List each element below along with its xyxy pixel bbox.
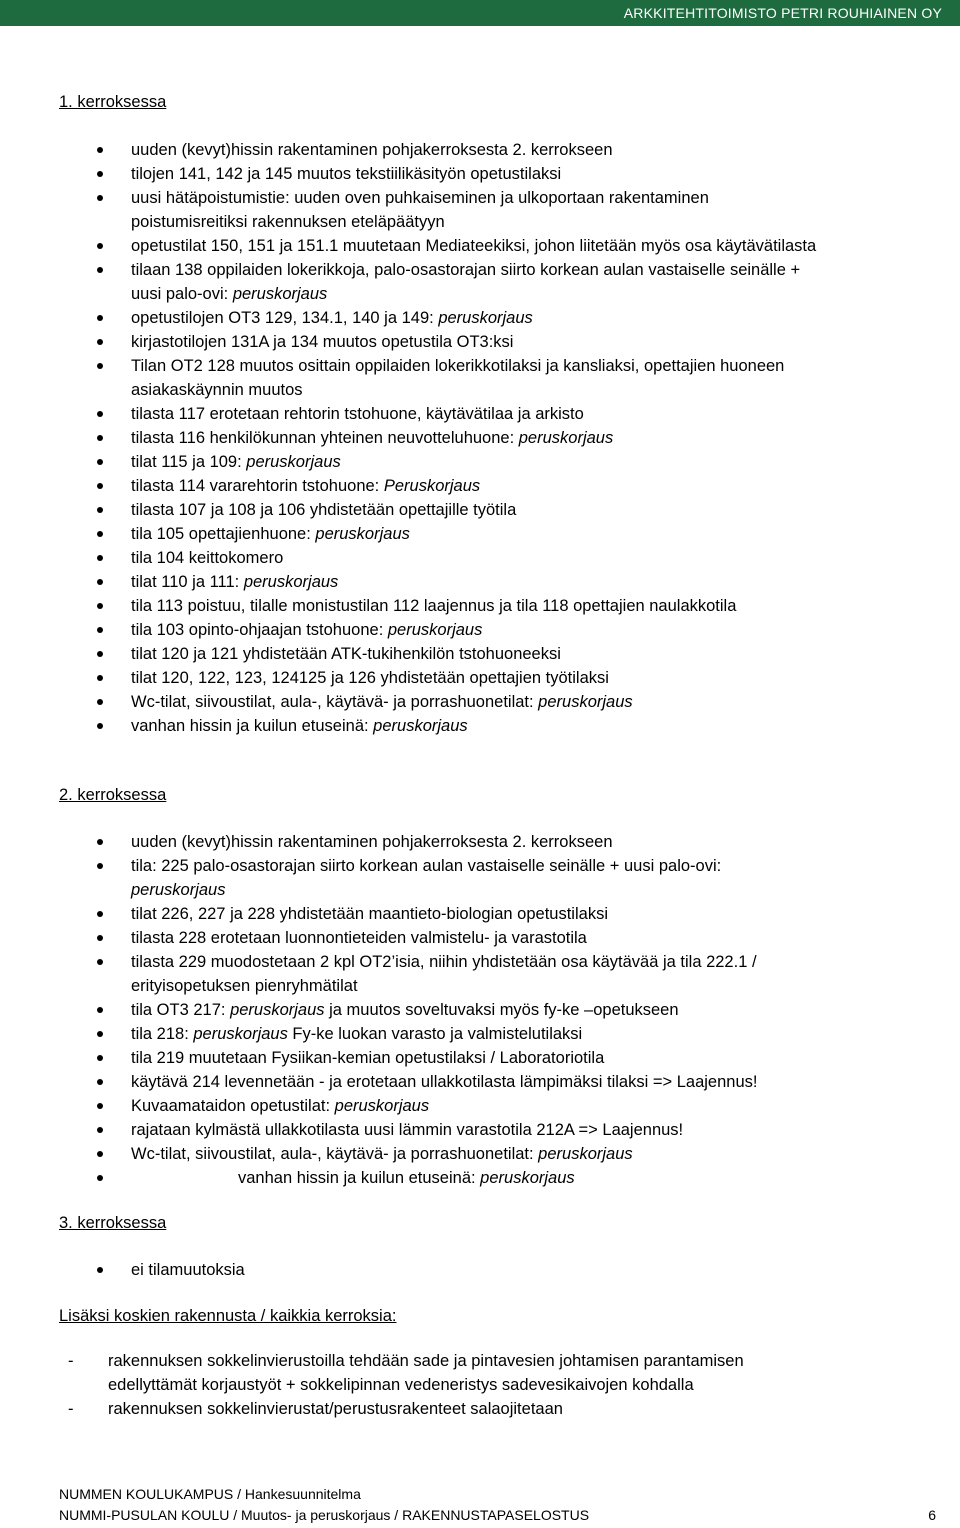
- bullet-icon: [97, 147, 103, 153]
- list-item: [0, 426, 960, 450]
- company-name: ARKKITEHTITOIMISTO PETRI ROUHIAINEN OY: [623, 5, 942, 21]
- italic-note: peruskorjaus: [373, 717, 468, 735]
- bullet-icon: [97, 1007, 103, 1013]
- list-item-text: ja muutos soveltuvaksi myös fy-ke –opetukseen: [324, 1001, 679, 1019]
- italic-note: peruskorjaus: [387, 621, 483, 639]
- list-item-line: [131, 1070, 940, 1094]
- bullet-icon: [97, 675, 103, 681]
- bullet-icon: [97, 699, 103, 705]
- section-heading-floor-3: 3. kerroksessa: [59, 1214, 167, 1232]
- list-item-line: [131, 594, 940, 618]
- list-item-line: [131, 714, 940, 738]
- list-item: [0, 854, 960, 902]
- section-heading-additional: Lisäksi koskien rakennusta / kaikkia kerroksia:: [59, 1307, 397, 1325]
- list-item-text: rajataan kylmästä ullakkotilasta uusi lämmin varastotila 212A => Laajennus!: [131, 1121, 684, 1139]
- list-item: [0, 306, 960, 330]
- list-item-line: [131, 306, 940, 330]
- list-item: [0, 186, 960, 234]
- list-item-text: opetustilojen OT3 129, 134.1, 140 ja 149:: [131, 309, 439, 327]
- list-item: [0, 666, 960, 690]
- italic-note: peruskorjaus: [480, 1169, 575, 1187]
- list-item-line: [131, 282, 940, 306]
- list-item-line: [131, 998, 940, 1022]
- bullet-icon: [97, 315, 103, 321]
- list-item-line: [131, 402, 940, 426]
- list-item-text: tilasta 228 erotetaan luonnontieteiden valmistelu- ja varastotila: [131, 929, 587, 947]
- list-item-text: tila 219 muutetaan Fysiikan-kemian opetustilaksi / Laboratoriotila: [131, 1049, 605, 1067]
- list-item-line: [131, 378, 940, 402]
- list-item: [0, 258, 960, 306]
- list-item-line: [131, 546, 940, 570]
- dash-bullet-icon: -: [68, 1352, 74, 1370]
- list-item-text: rakennuksen sokkelinvierustoilla tehdään sade ja pintavesien johtamisen parantamisen: [108, 1352, 744, 1370]
- list-item-text: käytävä 214 levennetään - ja erotetaan ullakkotilasta lämpimäksi tilaksi => Laajennus!: [131, 1073, 758, 1091]
- list-item-line: [131, 162, 940, 186]
- list-item-line: [131, 330, 940, 354]
- bullet-icon: [97, 267, 103, 273]
- list-item: [0, 402, 960, 426]
- list-item: [0, 998, 960, 1022]
- list-item-line: [131, 522, 940, 546]
- list-item-text: tilasta 107 ja 108 ja 106 yhdistetään opettajille työtila: [131, 501, 517, 519]
- list-item-text: tilaan 138 oppilaiden lokerikkoja, palo-osastorajan siirto korkean aulan vastaiselle seinälle +: [131, 261, 801, 279]
- bullet-icon: [97, 935, 103, 941]
- bullet-icon: [97, 959, 103, 965]
- list-item-line: [131, 210, 940, 234]
- bullet-icon: [97, 1103, 103, 1109]
- bullet-icon: [97, 483, 103, 489]
- header-bar: [0, 0, 960, 26]
- list-item-line: [131, 1046, 940, 1070]
- list-item-line: [131, 426, 940, 450]
- bullet-icon: [97, 339, 103, 345]
- list-item-line: [131, 258, 940, 282]
- bullet-icon: [97, 603, 103, 609]
- bullet-icon: [97, 627, 103, 633]
- list-item-line: [131, 878, 940, 902]
- list-item-line: [131, 1094, 940, 1118]
- list-item-line: [131, 1166, 940, 1190]
- bullet-icon: [97, 723, 103, 729]
- list-item-text: tilat 120 ja 121 yhdistetään ATK-tukihenkilön tstohuoneeksi: [131, 645, 561, 663]
- list-item: [0, 138, 960, 162]
- list-item: [0, 1166, 960, 1190]
- list-item-text: asiakaskäynnin muutos: [131, 381, 303, 399]
- list-item: [0, 1046, 960, 1070]
- list-item-text: Fy-ke luokan varasto ja valmistelutilaksi: [287, 1025, 583, 1043]
- italic-note: Peruskorjaus: [383, 477, 481, 495]
- list-item: [0, 690, 960, 714]
- list-item: [0, 830, 960, 854]
- list-item: [0, 234, 960, 258]
- list-item-text: opetustilat 150, 151 ja 151.1 muutetaan Mediateekiksi, johon liitetään myös osa käytävätilasta: [131, 237, 817, 255]
- bullet-icon: [97, 839, 103, 845]
- section-heading-floor-1: 1. kerroksessa: [59, 93, 167, 111]
- list-item: [0, 570, 960, 594]
- bullet-icon: [97, 171, 103, 177]
- list-item: [0, 522, 960, 546]
- bullet-icon: [97, 411, 103, 417]
- list-item-text: vanhan hissin ja kuilun etuseinä:: [131, 717, 374, 735]
- list-item-line: [131, 186, 940, 210]
- bullet-icon: [97, 555, 103, 561]
- bullet-icon: [97, 435, 103, 441]
- list-item-text: tilasta 117 erotetaan rehtorin tstohuone, käytävätilaa ja arkisto: [131, 405, 584, 423]
- page-number: 6: [928, 1507, 936, 1523]
- list-item-line: [131, 950, 940, 974]
- list-item-text: kirjastotilojen 131A ja 134 muutos opetustila OT3:ksi: [131, 333, 514, 351]
- bullet-icon: [97, 911, 103, 917]
- list-item-text: tilat 110 ja 111:: [131, 573, 244, 591]
- list-item: [0, 1070, 960, 1094]
- list-item: [0, 1022, 960, 1046]
- list-item: [0, 498, 960, 522]
- list-item-text: tilat 120, 122, 123, 124125 ja 126 yhdistetään opettajien työtilaksi: [131, 669, 609, 687]
- list-item-line: [131, 354, 940, 378]
- italic-note: peruskorjaus: [438, 309, 533, 327]
- bullet-icon: [97, 195, 103, 201]
- list-item-line: [131, 926, 940, 950]
- list-item-text: tila OT3 217:: [131, 1001, 231, 1019]
- list-item: [0, 714, 960, 738]
- footer-document: NUMMI-PUSULAN KOULU / Muutos- ja peruskorjaus / RAKENNUSTAPASELOSTUS: [59, 1507, 590, 1523]
- floor-2-list: [0, 830, 960, 1190]
- list-item-text: Kuvaamataidon opetustilat:: [131, 1097, 335, 1115]
- list-item-line: [131, 1258, 940, 1282]
- list-item-line: [131, 830, 940, 854]
- list-item: [0, 474, 960, 498]
- list-item: [0, 354, 960, 402]
- bullet-icon: [97, 1151, 103, 1157]
- list-item-line: [131, 138, 940, 162]
- additional-list: [0, 1349, 960, 1421]
- list-item-text: ei tilamuutoksia: [131, 1261, 245, 1279]
- list-item: [0, 618, 960, 642]
- bullet-icon: [97, 863, 103, 869]
- bullet-icon: [97, 363, 103, 369]
- list-item: [0, 1397, 960, 1421]
- list-item: [0, 162, 960, 186]
- list-item: [0, 1118, 960, 1142]
- list-item-line: [131, 690, 940, 714]
- bullet-icon: [97, 507, 103, 513]
- list-item-text: rakennuksen sokkelinvierustat/perustusrakenteet salaojitetaan: [108, 1400, 563, 1418]
- list-item-text: tilasta 116 henkilökunnan yhteinen neuvotteluhuone:: [131, 429, 519, 447]
- list-item-line: [131, 1142, 940, 1166]
- list-item-line: [131, 570, 940, 594]
- list-item: [0, 950, 960, 998]
- list-item-line: [131, 234, 940, 258]
- list-item: [0, 450, 960, 474]
- list-item-text: uusi hätäpoistumistie: uuden oven puhkaiseminen ja ulkoportaan rakentaminen: [131, 189, 709, 207]
- list-item: [0, 1349, 960, 1397]
- bullet-icon: [97, 1055, 103, 1061]
- list-item-line: [131, 1022, 940, 1046]
- list-item: [0, 1258, 960, 1282]
- italic-note: peruskorjaus: [518, 429, 614, 447]
- list-item-text: vanhan hissin ja kuilun etuseinä:: [238, 1169, 481, 1187]
- list-item-line: [131, 450, 940, 474]
- list-item: [0, 330, 960, 354]
- list-item: [0, 642, 960, 666]
- list-item-text: tila 218:: [131, 1025, 194, 1043]
- bullet-icon: [97, 1267, 103, 1273]
- list-item-text: tilat 226, 227 ja 228 yhdistetään maantieto-biologian opetustilaksi: [131, 905, 608, 923]
- bullet-icon: [97, 1079, 103, 1085]
- floor-1-list: [0, 138, 960, 738]
- italic-note: peruskorjaus: [243, 573, 339, 591]
- list-item-text: tila: 225 palo-osastorajan siirto korkean aulan vastaiselle seinälle + uusi palo-ovi:: [131, 857, 722, 875]
- list-item-text: edellyttämät korjaustyöt + sokkelipinnan vedeneristys sadevesikaivojen kohdalla: [108, 1376, 694, 1394]
- italic-note: peruskorjaus: [193, 1025, 288, 1043]
- dash-bullet-icon: -: [68, 1400, 74, 1418]
- list-item-text: poistumisreitiksi rakennuksen eteläpäätyyn: [131, 213, 445, 231]
- list-item-line: [131, 474, 940, 498]
- bullet-icon: [97, 579, 103, 585]
- list-item: [0, 1094, 960, 1118]
- list-item: [0, 546, 960, 570]
- section-heading-floor-2: 2. kerroksessa: [59, 786, 167, 804]
- bullet-icon: [97, 243, 103, 249]
- italic-note: peruskorjaus: [538, 1145, 633, 1163]
- list-item-text: tilasta 229 muodostetaan 2 kpl OT2’isia, niihin yhdistetään osa käytävää ja tila 222.1 /: [131, 953, 757, 971]
- italic-note: peruskorjaus: [538, 693, 633, 711]
- bullet-icon: [97, 531, 103, 537]
- floor-3-list: [0, 1258, 960, 1282]
- list-item-line: [131, 974, 940, 998]
- list-item-text: uuden (kevyt)hissin rakentaminen pohjakerroksesta 2. kerrokseen: [131, 833, 613, 851]
- italic-note: peruskorjaus: [315, 525, 410, 543]
- list-item-text: tilat 115 ja 109:: [131, 453, 247, 471]
- list-item-text: tila 103 opinto-ohjaajan tstohuone:: [131, 621, 388, 639]
- list-item: [0, 902, 960, 926]
- list-item-text: Tilan OT2 128 muutos osittain oppilaiden lokerikkotilaksi ja kansliaksi, opettajien huoneen: [131, 357, 785, 375]
- list-item-text: uuden (kevyt)hissin rakentaminen pohjakerroksesta 2. kerrokseen: [131, 141, 613, 159]
- italic-note: peruskorjaus: [232, 285, 328, 303]
- italic-note: peruskorjaus: [334, 1097, 430, 1115]
- italic-note: peruskorjaus: [131, 881, 226, 899]
- bullet-icon: [97, 1175, 103, 1181]
- list-item-text: tilojen 141, 142 ja 145 muutos tekstiilikäsityön opetustilaksi: [131, 165, 562, 183]
- list-item-line: [131, 902, 940, 926]
- list-item-line: [131, 498, 940, 522]
- list-item: [0, 1142, 960, 1166]
- list-item-text: uusi palo-ovi:: [131, 285, 233, 303]
- list-item-text: erityisopetuksen pienryhmätilat: [131, 977, 358, 995]
- bullet-icon: [97, 459, 103, 465]
- bullet-icon: [97, 651, 103, 657]
- list-item-text: Wc-tilat, siivoustilat, aula-, käytävä- ja porrashuonetilat:: [131, 1145, 539, 1163]
- bullet-icon: [97, 1127, 103, 1133]
- bullet-icon: [97, 1031, 103, 1037]
- list-item-text: tila 113 poistuu, tilalle monistustilan 112 laajennus ja tila 118 opettajien naulakkotila: [131, 597, 737, 615]
- list-item-text: tila 104 keittokomero: [131, 549, 284, 567]
- italic-note: peruskorjaus: [230, 1001, 325, 1019]
- list-item-line: [131, 666, 940, 690]
- italic-note: peruskorjaus: [246, 453, 341, 471]
- list-item-line: [131, 642, 940, 666]
- list-item-text: tila 105 opettajienhuone:: [131, 525, 316, 543]
- list-item-text: Wc-tilat, siivoustilat, aula-, käytävä- ja porrashuonetilat:: [131, 693, 539, 711]
- footer-project: NUMMEN KOULUKAMPUS / Hankesuunnitelma: [59, 1486, 361, 1502]
- list-item: [0, 594, 960, 618]
- list-item-line: [131, 1118, 940, 1142]
- list-item-line: [131, 618, 940, 642]
- list-item-text: tilasta 114 vararehtorin tstohuone:: [131, 477, 384, 495]
- list-item: [0, 926, 960, 950]
- list-item-line: [131, 854, 940, 878]
